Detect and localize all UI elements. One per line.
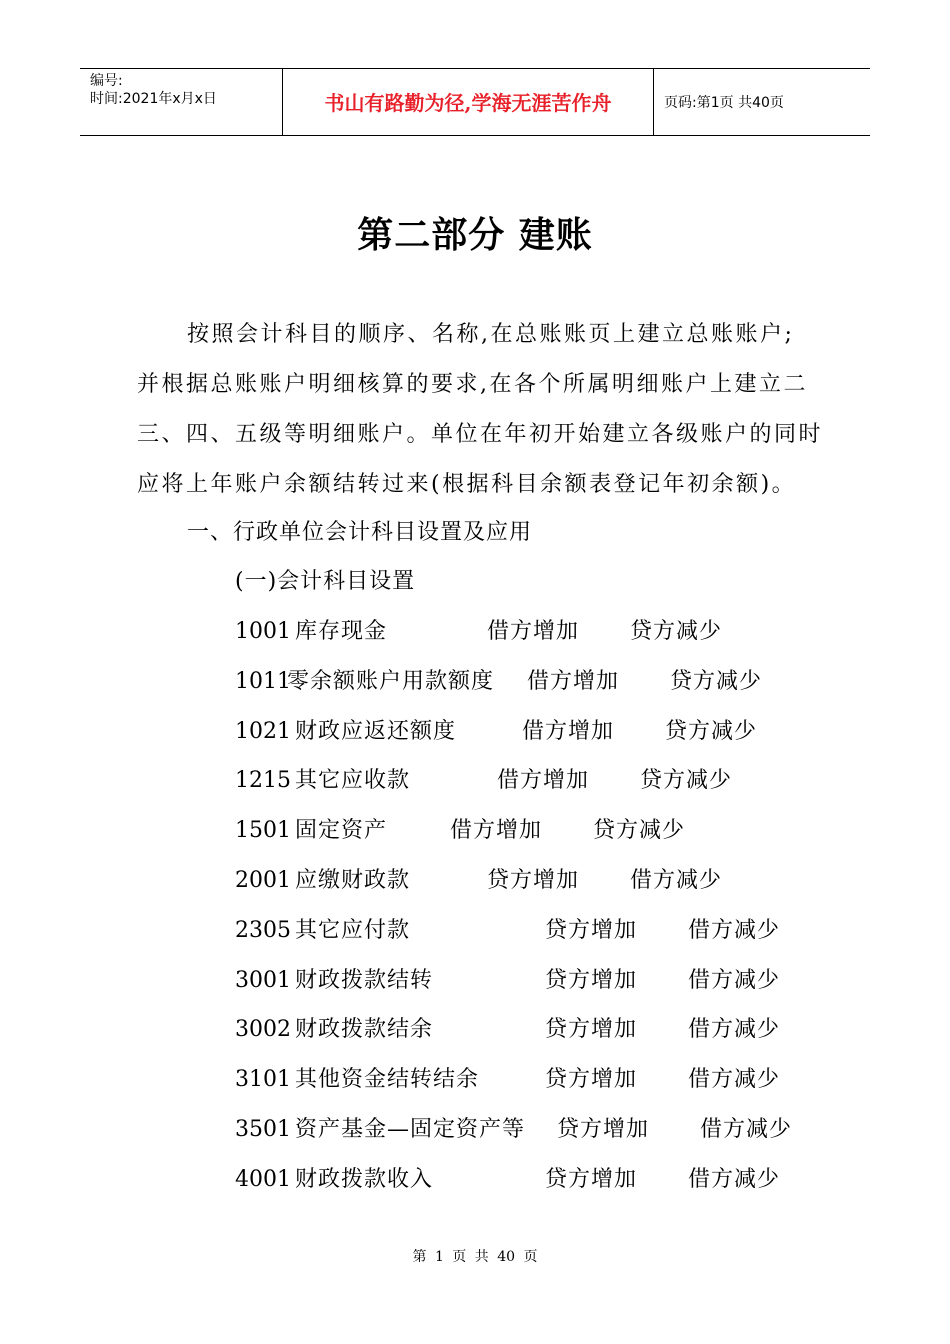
intro-line: 应将上年账户余额结转过来(根据科目余额表登记年初余额)。 bbox=[137, 472, 797, 497]
account-name: 财政拨款收入 bbox=[295, 1166, 434, 1192]
account-name: 库存现金 bbox=[295, 619, 388, 644]
account-increase-side: 贷方增加 bbox=[545, 1017, 638, 1043]
account-code: 1001 bbox=[235, 619, 291, 644]
intro-line: 并根据总账账户明细核算的要求,在各个所属明细账户上建立二 bbox=[137, 372, 808, 397]
account-row bbox=[235, 667, 835, 697]
account-increase-side: 贷方增加 bbox=[545, 1067, 638, 1093]
account-decrease-side: 借方减少 bbox=[630, 868, 723, 893]
account-increase-side: 借方增加 bbox=[522, 718, 615, 744]
account-increase-side: 贷方增加 bbox=[545, 967, 638, 993]
account-decrease-side: 借方减少 bbox=[688, 967, 781, 993]
account-decrease-side: 贷方减少 bbox=[630, 619, 723, 644]
account-name: 财政应返还额度 bbox=[295, 718, 457, 744]
intro-paragraph bbox=[137, 310, 827, 510]
account-row bbox=[235, 966, 835, 996]
account-decrease-side: 借方减少 bbox=[688, 1166, 781, 1192]
header-page-info: 页码:第1页 共40页 bbox=[664, 95, 784, 111]
document-header bbox=[80, 68, 870, 136]
account-code: 2305 bbox=[235, 917, 291, 943]
account-code: 3501 bbox=[235, 1117, 291, 1142]
document-title: 第二部分 建账 bbox=[357, 214, 593, 256]
account-row bbox=[235, 617, 835, 647]
account-increase-side: 贷方增加 bbox=[545, 917, 638, 943]
account-row bbox=[235, 1065, 835, 1095]
account-name: 财政拨款结余 bbox=[295, 1017, 434, 1043]
page-footer: 第 1 页 共 40 页 bbox=[412, 1249, 538, 1265]
account-row bbox=[235, 816, 835, 846]
account-increase-side: 贷方增加 bbox=[557, 1117, 650, 1142]
account-code: 3002 bbox=[235, 1017, 291, 1043]
intro-line: 按照会计科目的顺序、名称,在总账账页上建立总账账户; bbox=[187, 322, 795, 347]
account-code: 4001 bbox=[235, 1166, 291, 1192]
account-name: 资产基金—固定资产等 bbox=[295, 1117, 526, 1142]
account-increase-side: 借方增加 bbox=[497, 768, 590, 794]
account-decrease-side: 贷方减少 bbox=[593, 818, 686, 844]
header-page-cell bbox=[654, 69, 870, 135]
account-decrease-side: 贷方减少 bbox=[670, 668, 763, 694]
account-name: 其他资金结转结余 bbox=[295, 1067, 480, 1093]
subsection-heading: (一)会计科目设置 bbox=[235, 569, 416, 594]
account-row bbox=[235, 1165, 835, 1195]
header-meta-cell bbox=[80, 69, 282, 135]
document-number-label: 编号: bbox=[90, 73, 123, 89]
account-decrease-side: 借方减少 bbox=[688, 1017, 781, 1043]
section-heading: 一、行政单位会计科目设置及应用 bbox=[187, 520, 533, 545]
account-increase-side: 贷方增加 bbox=[487, 868, 580, 893]
header-motto-cell bbox=[282, 69, 654, 135]
account-code: 3001 bbox=[235, 967, 291, 993]
account-code: 2001 bbox=[235, 868, 291, 893]
account-name: 财政拨款结转 bbox=[295, 967, 434, 993]
intro-line: 三、四、五级等明细账户。单位在年初开始建立各级账户的同时 bbox=[137, 422, 824, 447]
account-name: 固定资产 bbox=[295, 818, 388, 844]
document-date: 时间:2021年x月x日 bbox=[90, 91, 217, 107]
account-increase-side: 借方增加 bbox=[487, 619, 580, 644]
account-code: 3101 bbox=[235, 1067, 291, 1093]
account-name: 零余额账户用款额度 bbox=[287, 668, 495, 694]
account-row bbox=[235, 1015, 835, 1045]
account-decrease-side: 借方减少 bbox=[688, 1067, 781, 1093]
account-code: 1501 bbox=[235, 818, 291, 844]
account-name: 应缴财政款 bbox=[295, 868, 411, 893]
account-decrease-side: 借方减少 bbox=[700, 1117, 793, 1142]
account-code: 1021 bbox=[235, 718, 291, 744]
account-row bbox=[235, 717, 835, 747]
account-code: 1215 bbox=[235, 768, 291, 794]
account-row bbox=[235, 916, 835, 946]
account-name: 其它应付款 bbox=[295, 917, 411, 943]
account-increase-side: 借方增加 bbox=[450, 818, 543, 844]
account-row bbox=[235, 866, 835, 896]
account-row bbox=[235, 766, 835, 796]
account-code: 1011 bbox=[235, 668, 291, 694]
account-decrease-side: 贷方减少 bbox=[640, 768, 733, 794]
account-name: 其它应收款 bbox=[295, 768, 411, 794]
header-motto: 书山有路勤为径,学海无涯苦作舟 bbox=[324, 91, 612, 115]
account-increase-side: 贷方增加 bbox=[545, 1166, 638, 1192]
account-increase-side: 借方增加 bbox=[527, 668, 620, 694]
account-decrease-side: 借方减少 bbox=[688, 917, 781, 943]
account-decrease-side: 贷方减少 bbox=[665, 718, 758, 744]
account-row bbox=[235, 1115, 835, 1145]
